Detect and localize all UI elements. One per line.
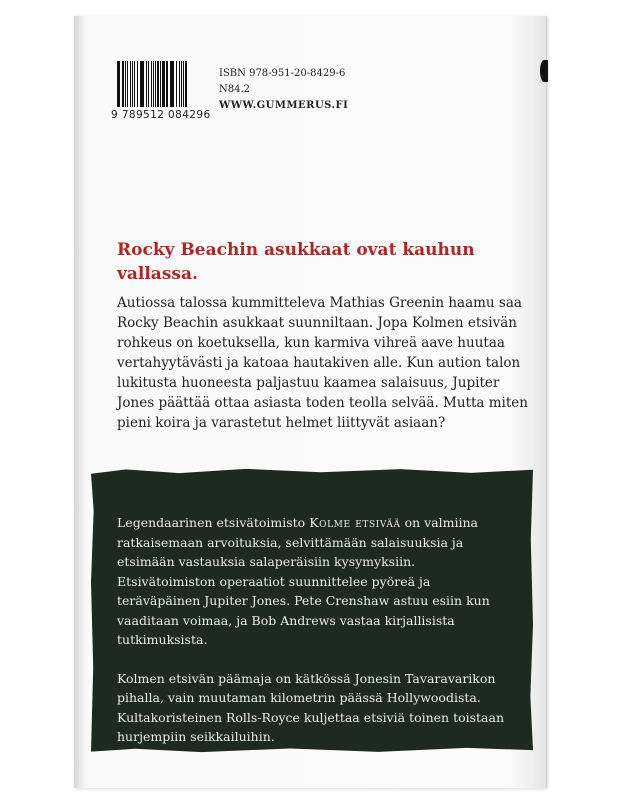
blurb-text: Autiossa talossa kummitteleva Mathias Greenin haamu saa Rocky Beachin asukkaat suunniltaan. Jopa Kolmen etsivän rohkeus on koetuksella, kun karmiva vihreä aave huutaa vertahyytävästi ja katoaa hautakiven alle. Kun aution talon lukitusta huoneesta paljastuu kaamea salaisuus, Jupiter Jones päättää ottaa asiasta toden teolla selvää. Mutta miten pieni koira ja varastetut helmet liittyvät asiaan? xyxy=(117,295,528,431)
series-paragraph-1 xyxy=(117,513,517,650)
series-name: Kolme etsivää xyxy=(309,515,401,530)
tagline: Rocky Beachin asukkaat ovat kauhun vallassa. xyxy=(117,240,475,284)
series-paragraph-2: Kolmen etsivän päämaja on kätkössä Jonesin Tavaravarikon pihalla, vain muutaman kilometrin päässä Hollywoodista. Kultakoristeinen Rolls-Royce kuljettaa etsiviä toinen toistaan hurjempiin seikkailuihin. xyxy=(117,670,505,744)
publisher-website: WWW.GUMMERUS.FI xyxy=(219,100,349,111)
barcode-digits: 9 789512 084296 xyxy=(111,109,211,121)
series-paragraph-1-rest: on valmiina ratkaisemaan arvoituksia, selvittämään salaisuuksia ja etsimään vastauksia salaperäisiin kysymyksiin. Etsivätoimiston operaatiot suunnittelee pyöreä ja teräväpäinen Jupiter Jones. Pete Crenshaw astuu esiin kun vaaditaan voimaa, ja Bob Andrews vastaa kirjallisista tutkimuksista. xyxy=(117,515,490,647)
series-paragraph-1-start: Legendaarinen etsivätoimisto xyxy=(117,515,310,530)
classification-code: N84.2 xyxy=(219,84,251,95)
barcode xyxy=(117,61,213,107)
barcode-bar xyxy=(187,61,188,107)
spine-shadow xyxy=(74,16,86,788)
isbn-info xyxy=(219,66,348,114)
cover-edge-notch xyxy=(540,60,548,82)
isbn-number: ISBN 978-951-20-8429-6 xyxy=(219,68,346,79)
book-back-cover xyxy=(74,16,547,788)
series-info-text xyxy=(117,513,517,747)
barcode-block xyxy=(111,61,213,123)
